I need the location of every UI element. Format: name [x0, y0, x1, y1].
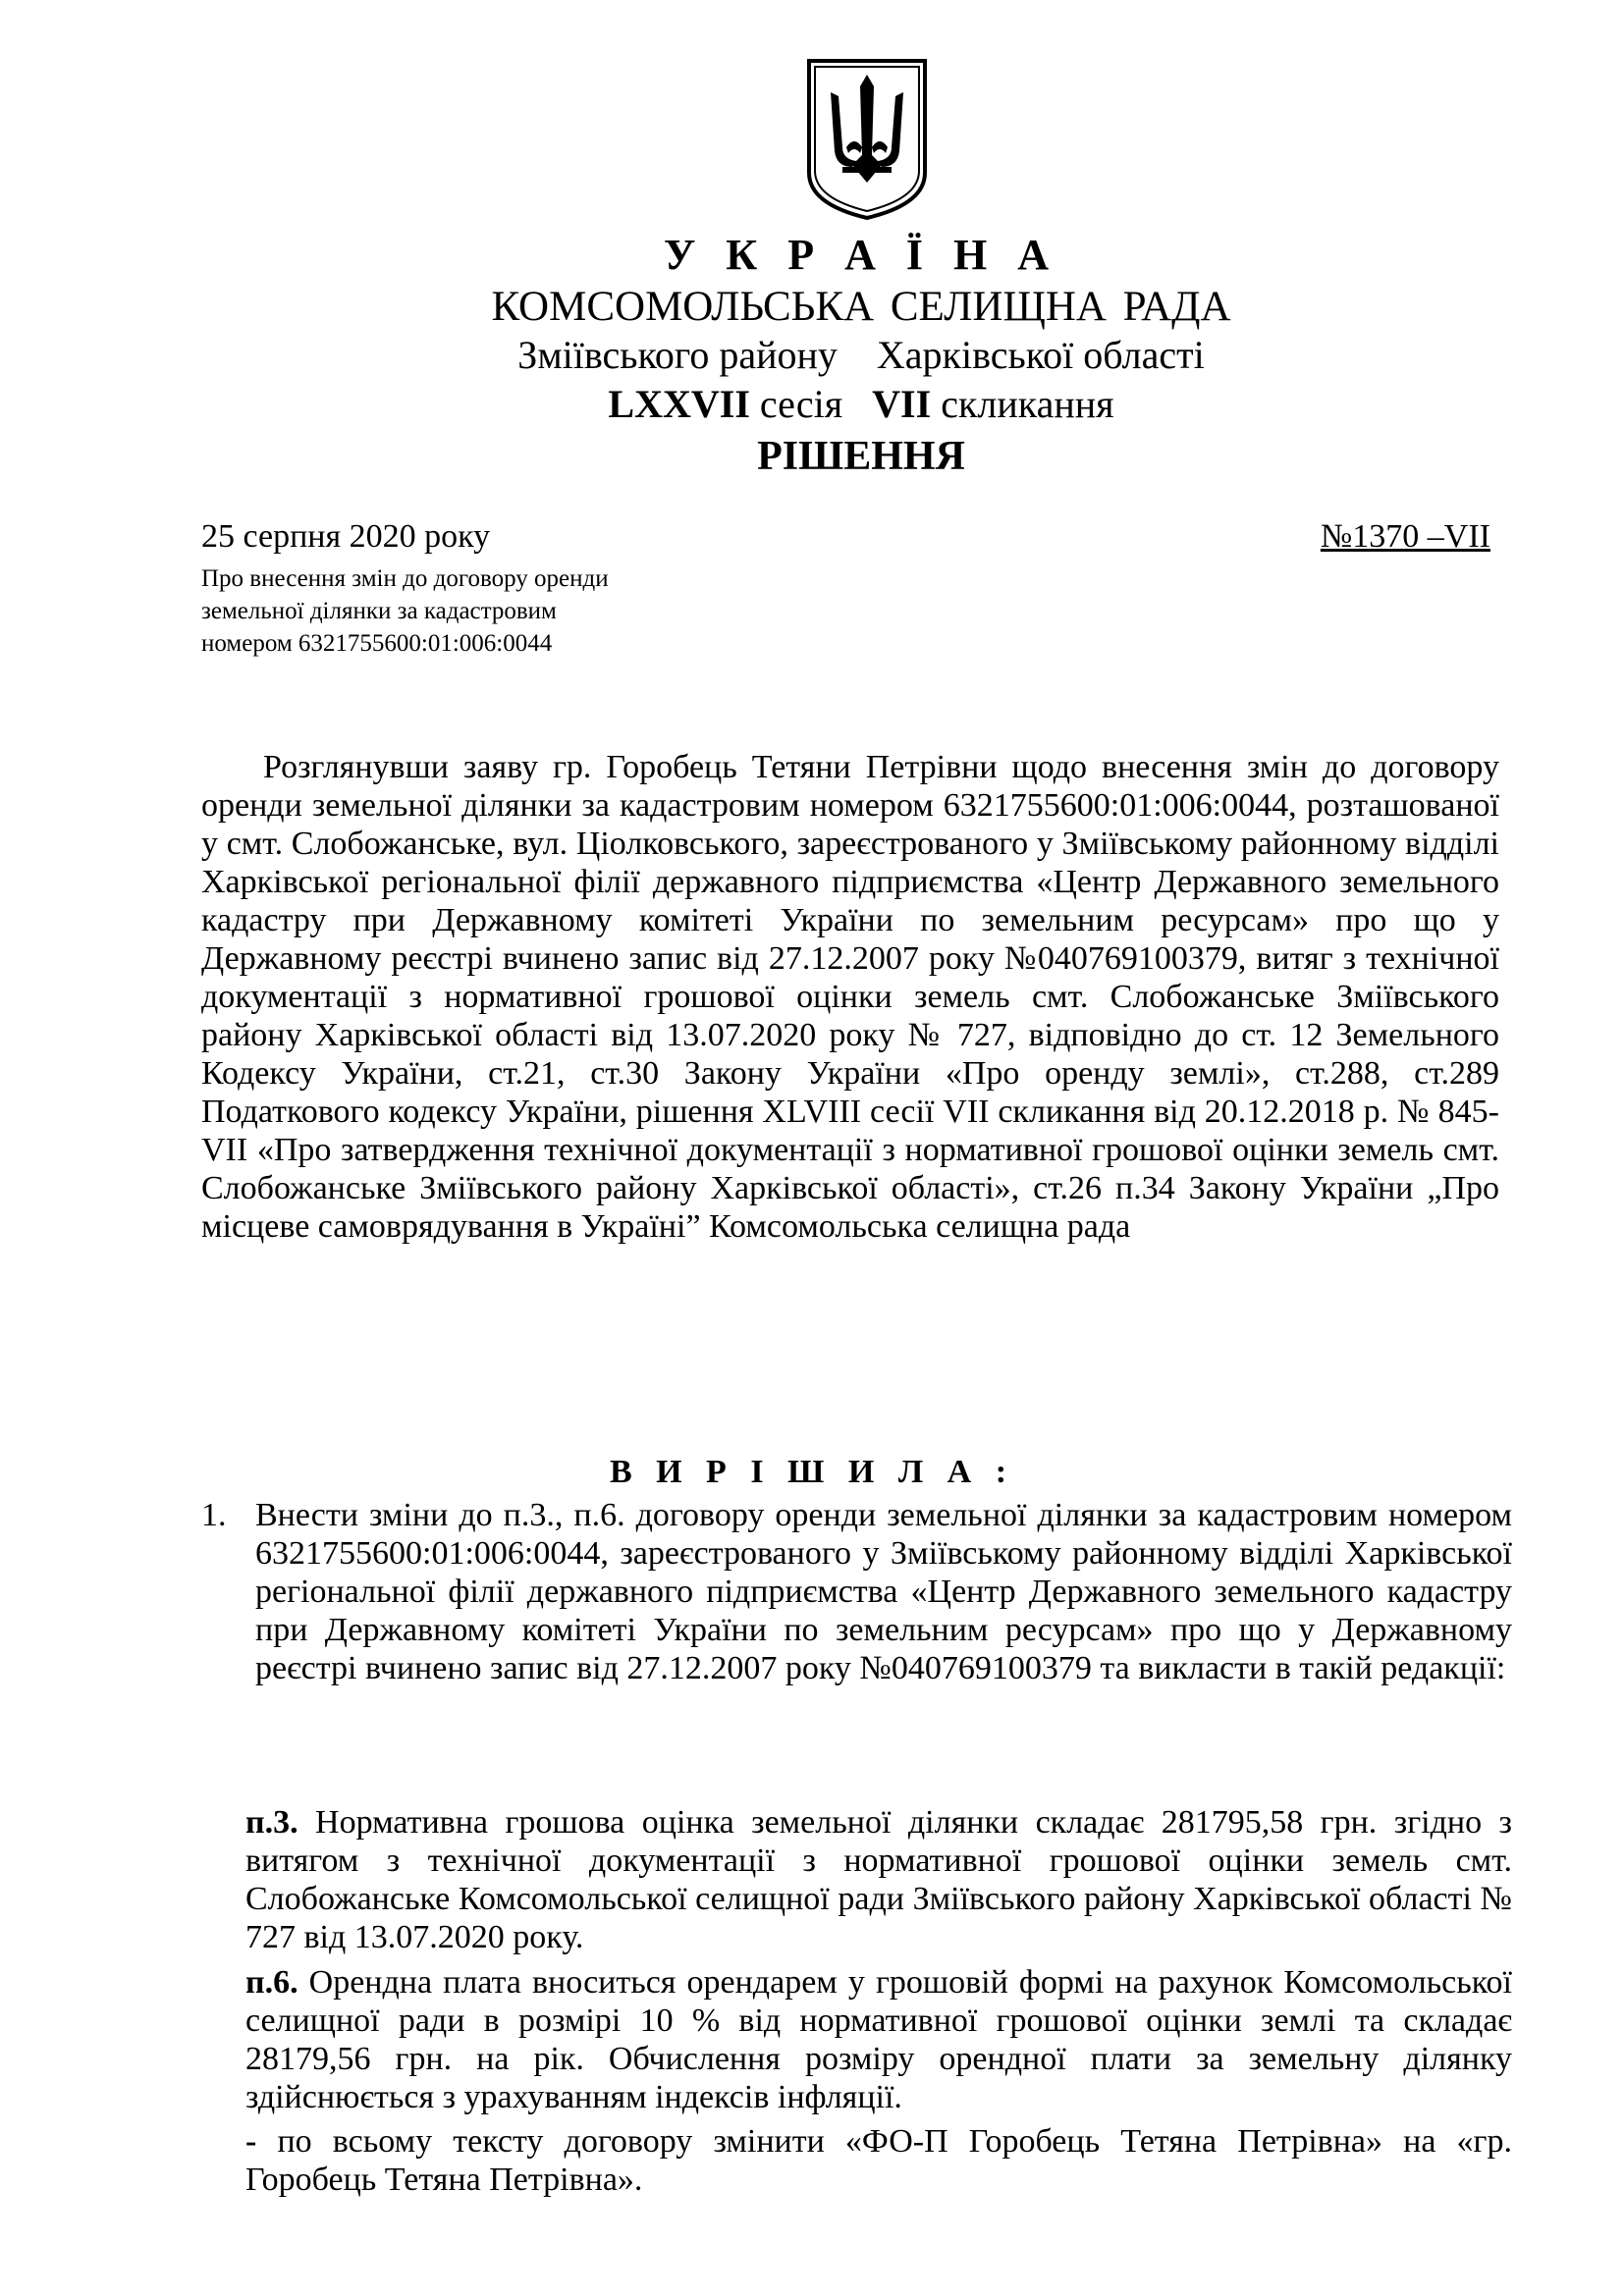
subject-line: Про внесення змін до договору оренди — [201, 565, 609, 592]
clause-p3 — [245, 1803, 1512, 1956]
clause-text: Орендна плата вноситься орендарем у грошовій формі на рахунок Комсомольської селищної ради в розмірі 10 % від нормативної грошової оцінки землі та складає 28179,56 грн. на рік. Обчислення розміру орендної плати за земельну ділянку здійснюється з урахуванням індексів інфляції. — [245, 1964, 1512, 2115]
clause-p6 — [245, 1963, 1512, 2116]
decision-number: №1370 –VII — [1320, 518, 1490, 555]
council-name: КОМСОМОЛЬСЬКА СЕЛИЩНА РАДА — [491, 284, 1231, 330]
subject-line: номером 6321755600:01:006:0044 — [201, 630, 553, 657]
amendment-clause — [245, 2122, 1512, 2199]
trident-emblem-icon — [803, 57, 931, 222]
clause-text: Нормативна грошова оцінка земельної ділянки складає 281795,58 грн. згідно з витягом з технічної документації з нормативної грошової оцінки земель смт. Слобожанське Комсомольської селищної ради Зміївського району Харківської області № 727 від 13.07.2020 року. — [245, 1804, 1512, 1955]
district-line — [196, 333, 1526, 377]
decision-subject — [201, 562, 609, 660]
district-name: Зміївського району — [517, 333, 838, 377]
session-roman: LXXVII — [608, 382, 750, 426]
item-text: Внести зміни до п.3., п.6. договору оренди земельної ділянки за кадастровим номером 6321755600:01:006:0044, зареєстрованого у Зміївському районному відділі Харківської регіональної філії державного підприємства «Центр Державного земельного кадастру при Державному комітеті України по земельним ресурсам» про що у Державному реєстрі вчинено запис від 27.12.2007 року №040769100379 та викласти в такій редакції: — [255, 1497, 1512, 1686]
region-name: Харківської області — [876, 333, 1205, 377]
session-line — [196, 382, 1526, 426]
resolved-heading: В И Р І Ш И Л А : — [609, 1454, 1015, 1490]
convocation-word: скликання — [941, 382, 1114, 426]
subject-line: земельної ділянки за кадастровим — [201, 598, 557, 624]
clause-label: п.6. — [245, 1964, 298, 2001]
item-number: 1. — [201, 1497, 227, 1533]
convocation-roman: VII — [872, 382, 932, 426]
session-word: сесія — [759, 382, 843, 426]
clause-label: п.3. — [245, 1804, 298, 1841]
country-title: У К Р А Ї Н А — [664, 231, 1058, 279]
decision-date: 25 серпня 2020 року — [201, 518, 491, 555]
dash-marker: - — [245, 2123, 257, 2160]
amendment-text: по всьому тексту договору змінити «ФО-П Горобець Тетяна Петрівна» на «гр. Горобець Тетяна Петрівна». — [245, 2123, 1512, 2198]
resolution-item-1 — [201, 1496, 1512, 1687]
preamble-paragraph: Розглянувши заяву гр. Горобець Тетяни Петрівни щодо внесення змін до договору оренди земельної ділянки за кадастровим номером 6321755600:01:006:0044, розташованої у смт. Слобожанське, вул. Ціолковського, зареєстрованого у Зміївському районному відділі Харківської регіональної філії державного підприємства «Центр Державного земельного кадастру при Державному комітеті України по земельним ресурсам» про що у Державному реєстрі вчинено запис від 27.12.2007 року №040769100379, витяг з технічної документації з нормативної грошової оцінки земель смт. Слобожанське Зміївського району Харківської області від 13.07.2020 року № 727, відповідно до ст. 12 Земельного Кодексу України, ст.21, ст.30 Закону України «Про оренду землі», ст.288, ст.289 Податкового кодексу України, рішення XLVIII сесії VII скликання від 20.12.2018 р. № 845-VII «Про затвердження технічної документації з нормативної грошової оцінки земель смт. Слобожанське Зміївського району Харківської області», ст.26 п.34 Закону України „Про місцеве самоврядування в Україні” Комсомольська селищна рада — [201, 749, 1499, 1245]
document-type: РІШЕННЯ — [757, 434, 965, 479]
